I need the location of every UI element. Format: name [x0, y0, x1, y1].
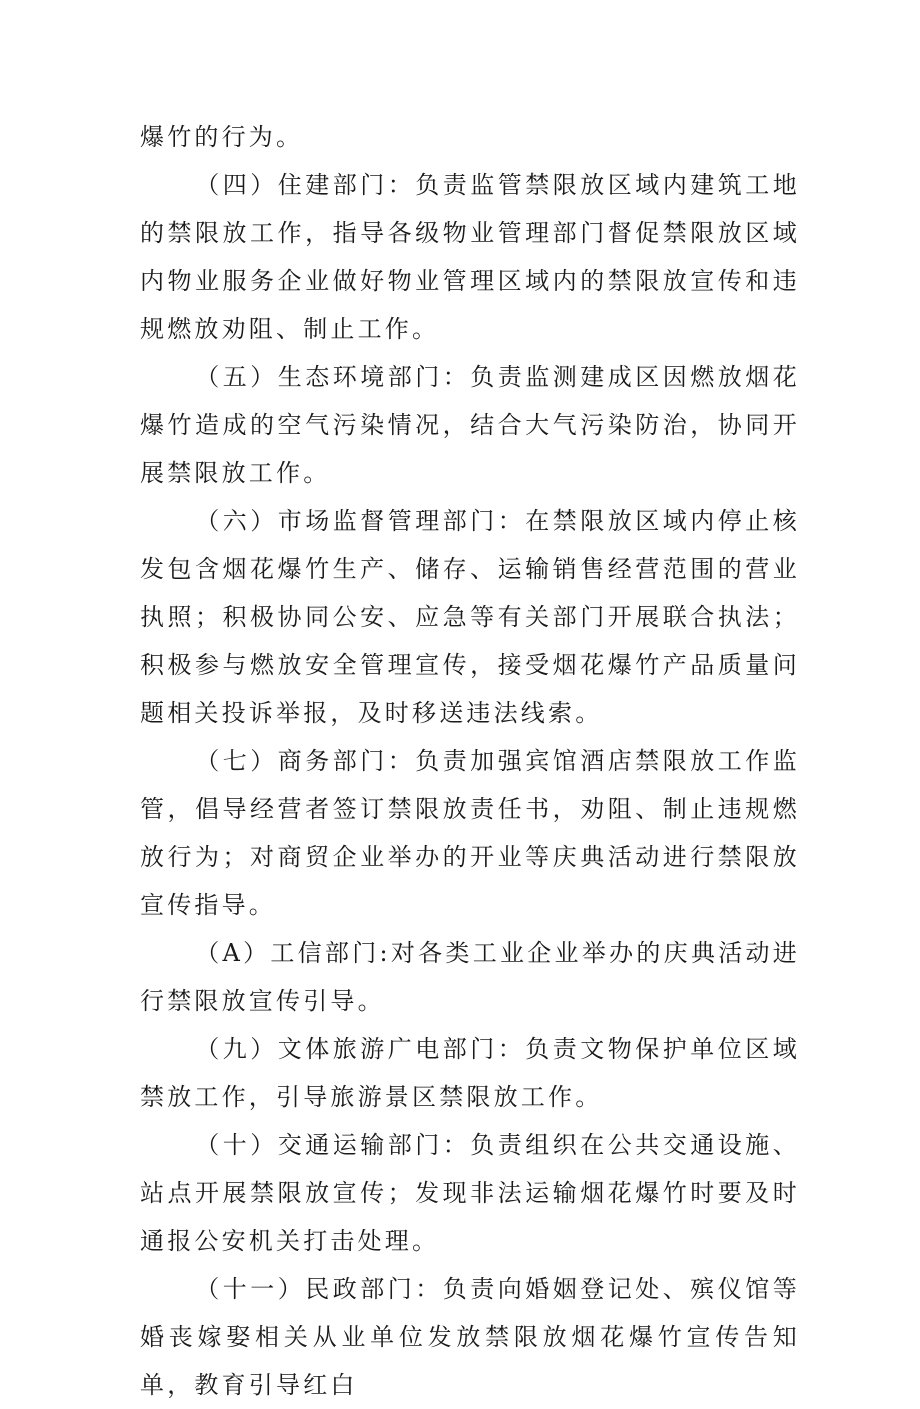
paragraph-culture-tourism: （九）文体旅游广电部门：负责文物保护单位区域禁放工作，引导旅游景区禁限放工作。 — [140, 1035, 800, 1111]
document-body — [140, 113, 800, 1409]
paragraph-transportation: （十）交通运输部门：负责组织在公共交通设施、站点开展禁限放宣传；发现非法运输烟花爆竹时要及时通报公安机关打击处理。 — [140, 1131, 800, 1255]
paragraph-housing-construction: （四）住建部门：负责监管禁限放区域内建筑工地的禁限放工作，指导各级物业管理部门督促禁限放区域内物业服务企业做好物业管理区域内的禁限放宣传和违规燃放劝阻、制止工作。 — [140, 171, 800, 343]
paragraph-market-supervision: （六）市场监督管理部门：在禁限放区域内停止核发包含烟花爆竹生产、储存、运输销售经营范围的营业执照；积极协同公安、应急等有关部门开展联合执法；积极参与燃放安全管理宣传，接受烟花爆竹产品质量问题相关投诉举报，及时移送违法线索。 — [140, 507, 800, 727]
paragraph-ecology-environment: （五）生态环境部门：负责监测建成区因燃放烟花爆竹造成的空气污染情况，结合大气污染防治，协同开展禁限放工作。 — [140, 363, 800, 487]
paragraph-commerce: （七）商务部门：负责加强宾馆酒店禁限放工作监管，倡导经营者签订禁限放责任书，劝阻、制止违规燃放行为；对商贸企业举办的开业等庆典活动进行禁限放宣传指导。 — [140, 747, 800, 919]
paragraph-civil-affairs: （十一）民政部门：负责向婚姻登记处、殡仪馆等婚丧嫁娶相关从业单位发放禁限放烟花爆竹宣传告知单，教育引导红白 — [140, 1275, 800, 1399]
paragraph-industry-information: （A）工信部门:对各类工业企业举办的庆典活动进行禁限放宣传引导。 — [140, 939, 800, 1015]
paragraph-continuation: 爆竹的行为。 — [140, 123, 304, 151]
